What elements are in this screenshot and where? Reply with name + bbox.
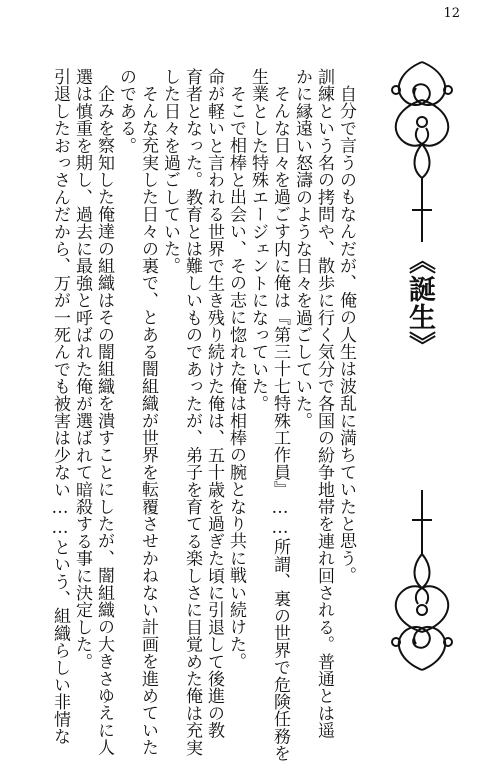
text-line: そんな充実した日々の裏で、とある闇組織が世界を転覆させかねない計画を進めていた (138, 85, 158, 756)
text-line: 生業とした特殊エージェントになっていた。 (248, 68, 268, 412)
text-line: 自分で言うのもなんだが、俺の人生は波乱に満ちていたと思う。 (336, 85, 356, 584)
page-number: 12 (443, 6, 460, 21)
text-line: そんな日々を過ごす内に俺は『第三十七特殊工作員』……所謂、裏の世界で危険任務を (270, 85, 290, 762)
body-text (48, 68, 358, 762)
text-line: 命が軽いと言われる世界で生き残り続けた俺は、五十歳を過ぎた頃に引退して後進の教 (204, 68, 224, 739)
text-line: 引退したおっさんだから、万が一死んでも被害は少ない……という、組織らしい非情な (50, 68, 70, 745)
text-line: 企みを察知した俺達の組織はその闇組織を潰すことにしたが、闇組織の大きさゆえに人 (94, 85, 114, 756)
text-line: のである。 (116, 68, 136, 154)
chapter-ornament (382, 60, 462, 672)
text-line: かに縁遠い怒濤のような日々を過ごしていた。 (292, 68, 312, 430)
text-line: そこで相棒と出会い、その志に惚れた俺は相棒の腕となり共に戦い続けた。 (226, 85, 246, 670)
text-line: 選は慎重を期し、過去に最強と呼ばれた俺が選ばれて暗殺する事に決定した。 (72, 68, 92, 670)
text-line: した日々を過ごしていた。 (160, 68, 180, 275)
text-line: 育者となった。教育とは難しいものであったが、弟子を育てる楽しさに目覚めた俺は充実 (182, 68, 202, 756)
text-line: 訓練という名の拷問や、散歩に行く気分で各国の紛争地帯を連れ回される。普通とは遥 (314, 68, 334, 739)
chapter-title: 《誕生》 (404, 247, 435, 359)
